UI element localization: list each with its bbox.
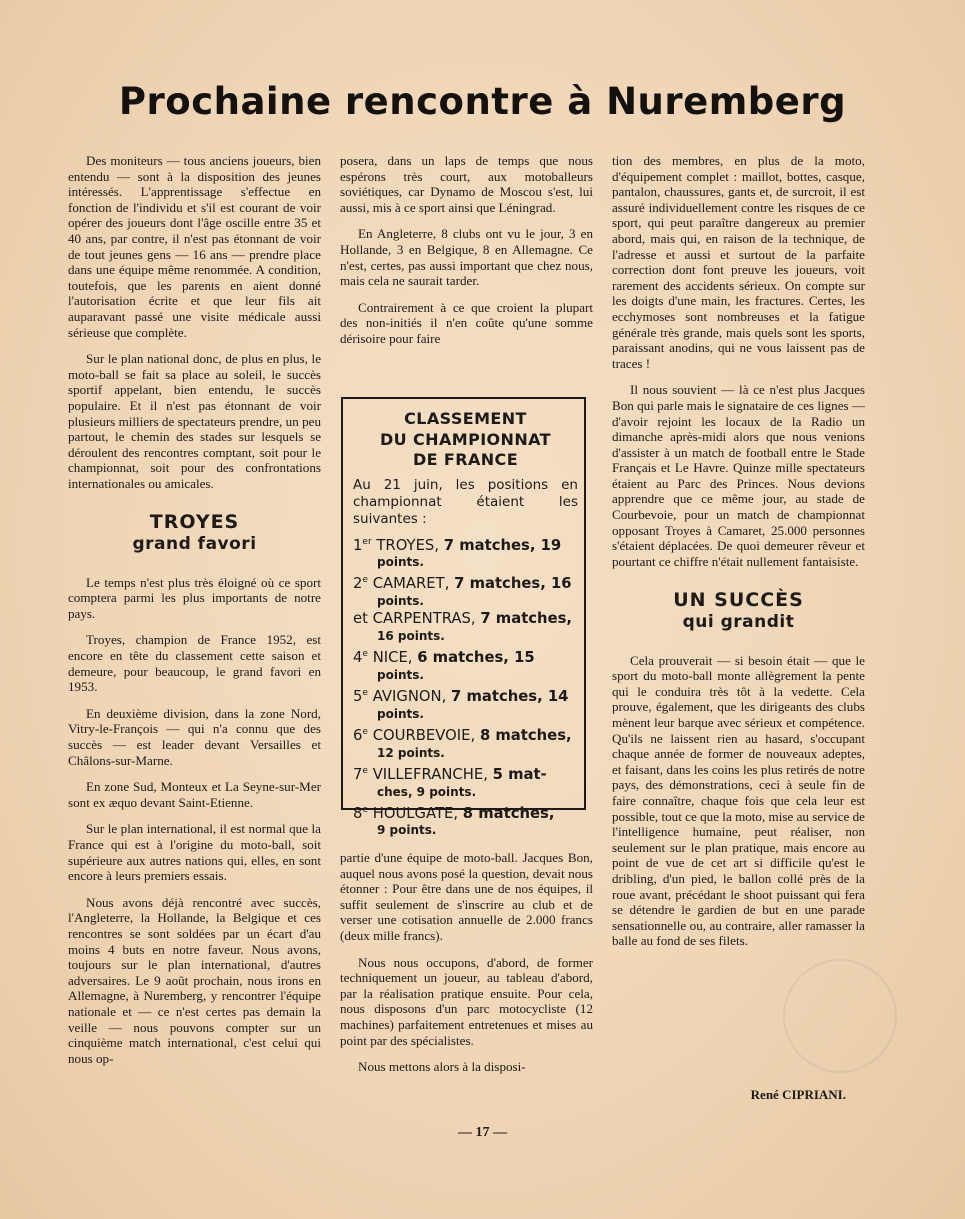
- paragraph: En Angleterre, 8 clubs ont vu le jour, 3 en Hollande, 3 en Belgique, 8 en Allemagne. Ce n'est, certes, pas aussi important que chez nous, mais cela ne saurait tarder.: [340, 226, 593, 289]
- rank-team: VILLEFRANCHE,: [372, 766, 488, 784]
- rank-suffix: e: [362, 805, 368, 816]
- paragraph: Des moniteurs — tous anciens joueurs, bien entendu — sont à la disposition des jeunes intéressés. L'apprentissage s'effectue en fonction de l'individu et s'il est courant de voir opérer des joueurs dont l'âge oscille entre 35 et 40 ans, par contre, il n'est pas étonnant de voir de tout jeunes gens — 16 ans — prendre place dans une équipe même renommée. A condition, toutefois, que les parents en aient donné l'autorisation écrite et que leur fils ait auparavant passé une visite médicale aussi sérieuse que complète.: [68, 153, 321, 340]
- rank-points: ches, 9 points.: [377, 784, 477, 799]
- subheading-un-succes: UN SUCCÈS: [673, 589, 804, 612]
- rank-team: COURBEVOIE,: [372, 727, 476, 745]
- rank-points: points.: [377, 554, 424, 569]
- column-3: [612, 153, 865, 960]
- rank-suffix: e: [362, 727, 368, 738]
- rank-detail: 6 matches, 15: [417, 649, 535, 667]
- rank-points: 9 points.: [377, 823, 437, 838]
- paragraph: Le temps n'est plus très éloigné où ce sport comptera parmi les plus importants de notre pays.: [68, 574, 321, 621]
- rank-suffix: e: [362, 575, 368, 586]
- rank-detail: 7 matches, 19: [443, 536, 562, 554]
- paragraph: Sur le plan international, il est normal que la France qui est à l'origine du moto-ball, soit supérieure aux autres nations qui, elles, en sont encore à leurs premiers essais.: [68, 821, 321, 884]
- standings-intro: Au 21 juin, les positions en championnat étaient les suivantes :: [353, 476, 578, 527]
- rank-team: NICE,: [372, 649, 413, 667]
- rank-position: 8: [353, 804, 363, 822]
- paragraph: Nous avons déjà rencontré avec succès, l'Angleterre, la Hollande, la Belgique et ces rencontres se sont soldées par un écart d'au moins 4 buts en notre faveur. Nous avons, toujours sur le plan international, d'autres adversaires. Le 9 août prochain, nous irons en Allemagne, à Nuremberg, y rencontrer l'équipe nationale et — ce n'est certes pas demain la veille — nous pouvons compter sur un cinquième match international, c'est celui qui nous op-: [68, 894, 321, 1066]
- rank-team: TROYES,: [376, 536, 440, 554]
- paragraph: En zone Sud, Monteux et La Seyne-sur-Mer sont ex æquo devant Saint-Etienne.: [68, 779, 321, 810]
- paragraph: tion des membres, en plus de la moto, d'équipement complet : maillot, bottes, casque, pantalon, chaussures, gants et, de surcroit, il est assuré individuellement contre les risques de ce sport, qui peut paraître dangereux au premier abord, mais qui, en raison de la technique, de l'adresse et aussi et surtout de la parfaite correction dont font preuve les joueurs, voit rarement des accidents sérieux. On compte sur les doigts d'une main, les fractures. Certes, les ecchymoses sont nombreuses et la fatigue générale très grande, mais quels sont les sports, paraissant anodins, qui ne vous laissent pas de traces !: [612, 153, 865, 371]
- watermark-stamp: [783, 959, 897, 1073]
- rank-team: CARPENTRAS,: [372, 610, 476, 628]
- rank-team: AVIGNON,: [372, 688, 447, 706]
- rank-detail: 8 matches,: [462, 804, 555, 822]
- rank-position: 2: [353, 575, 363, 593]
- rank-team: HOULGATE,: [372, 804, 459, 822]
- rank-suffix: er: [362, 536, 372, 547]
- rank-points: points.: [377, 706, 424, 721]
- subheading-troyes: TROYES: [149, 511, 240, 534]
- standings-row: [353, 611, 578, 644]
- standings-row: [353, 724, 578, 761]
- subheading-grand-favori: grand favori: [132, 534, 257, 555]
- rank-points: points.: [377, 667, 424, 682]
- rank-detail: 7 matches, 14: [451, 688, 569, 706]
- rank-suffix: e: [362, 766, 368, 777]
- rank-points: 12 points.: [377, 745, 445, 760]
- rank-detail: 8 matches,: [479, 727, 572, 745]
- rank-suffix: e: [362, 649, 368, 660]
- standings-row: [353, 572, 578, 609]
- rank-position: 6: [353, 727, 363, 745]
- page-title: Prochaine rencontre à Nuremberg: [118, 80, 847, 123]
- rank-points: points.: [377, 593, 424, 608]
- column-2-bottom: [340, 850, 593, 1086]
- standings-row: [353, 646, 578, 683]
- paragraph: En deuxième division, dans la zone Nord, Vitry-le-François — qui n'a connu que des succès — est leader devant Versailles et Châlons-sur-Marne.: [68, 705, 321, 768]
- rank-position: et: [353, 610, 368, 628]
- rank-detail: 7 matches,: [480, 610, 573, 628]
- paragraph: posera, dans un laps de temps que nous espérons très court, aux motoballeurs soviétiques, car Dynamo de Moscou s'est, lui aussi, mis à ce sport ainsi que Léningrad.: [340, 153, 593, 215]
- rank-detail: 5 mat-: [492, 766, 547, 784]
- column-2-top: [340, 153, 593, 358]
- paragraph: partie d'une équipe de moto-ball. Jacques Bon, auquel nous avons posé la question, devait nous étonner : Pour être dans une de nos équipes, il suffit seulement de s'inscrire au club et de verser une cotisation annuelle de 2.000 francs (deux mille francs).: [340, 850, 593, 943]
- paragraph: Il nous souvient — là ce n'est plus Jacques Bon qui parle mais le signataire de ces lignes — d'avoir rejoint les locaux de la Radio un dimanche après-midi alors que nous venions d'assister à un match de football entre le Stade Français et Le Havre. Quinze mille spectateurs étaient au Parc des Princes. Nous devions apprendre que ce même jour, au stade de Courbevoie, pour un match de championnat opposant Troyes à Camaret, 25.000 personnes s'étaient déplacées. De quoi demeurer rêveur et pourtant ce chiffre n'était nullement fantaisiste.: [612, 382, 865, 569]
- author-signature: René CIPRIANI.: [750, 1087, 846, 1102]
- rank-detail: 7 matches, 16: [454, 575, 572, 593]
- rank-team: CAMARET,: [372, 575, 450, 593]
- rank-position: 1: [353, 536, 363, 554]
- standings-row: [353, 534, 578, 571]
- paragraph: Cela prouverait — si besoin était — que le sport du moto-ball monte allègrement la pente qui le conduira très tôt à la vedette. Cela prouve, également, que les dirigeants des clubs mènent leur barque avec sérieux et compétence. Qu'ils ne laissent rien au hasard, s'occupant chaque année de former de nouveaux adeptes, et faisant, dans les coins les plus retirés de notre pays, des démonstrations, ceci à seule fin de faire connaître, chaque fois que cela leur est possible, tout ce que la moto, mise au service de l'intelligence humaine, peut réaliser, non seulement sur le plan pratique, mais encore au point de vue de cet art si difficile qu'est le dribling, d'un pied, le ballon collé près de la roue avant, précédant le shoot puissant qui fera se détendre le gardien de but en une parade sensationnelle ou, au contraire, aller ramasser la balle au fond de ses filets.: [612, 652, 865, 949]
- standings-list: [353, 534, 578, 839]
- standings-row: [353, 763, 578, 800]
- rank-position: 5: [353, 688, 363, 706]
- rank-position: 7: [353, 766, 363, 784]
- paragraph: Contrairement à ce que croient la plupart des non-initiés il n'en coûte qu'une somme dérisoire pour faire: [340, 299, 593, 346]
- paragraph: Sur le plan national donc, de plus en plus, le moto-ball se fait sa place au soleil, le succès sportif appelant, bien entendu, le succès populaire. Et il n'est pas étonnant de voir plusieurs milliers de spectateurs prendre, un peu partout, le chemin des stades sur lesquels se déroulent des rencontres comptant, soit pour le championnat, soit pour des confrontations internationales ou amicales.: [68, 351, 321, 491]
- rank-points: 16 points.: [377, 628, 445, 643]
- paragraph: Nous nous occupons, d'abord, de former techniquement un joueur, au tableau d'abord, par la réalisation pratique ensuite. Pour cela, nous disposons d'un parc motocycliste (12 machines) parfaitement entretenues et mises au point par des spécialistes.: [340, 954, 593, 1048]
- paragraph: Nous mettons alors à la disposi-: [358, 1059, 526, 1075]
- subheading-qui-grandit: qui grandit: [682, 612, 795, 633]
- standings-box: [341, 397, 586, 838]
- rank-suffix: e: [362, 688, 368, 699]
- paragraph: Troyes, champion de France 1952, est encore en tête du classement cette saison et demeure, pour beaucoup, le grand favori en 1953.: [68, 632, 321, 695]
- standings-row: [353, 802, 578, 839]
- column-1: [68, 153, 321, 1077]
- rank-position: 4: [353, 649, 363, 667]
- standings-row: [353, 685, 578, 722]
- page-number: — 17 —: [458, 1125, 507, 1140]
- standings-title: CLASSEMENT DU CHAMPIONNAT DE FRANCE: [380, 409, 551, 469]
